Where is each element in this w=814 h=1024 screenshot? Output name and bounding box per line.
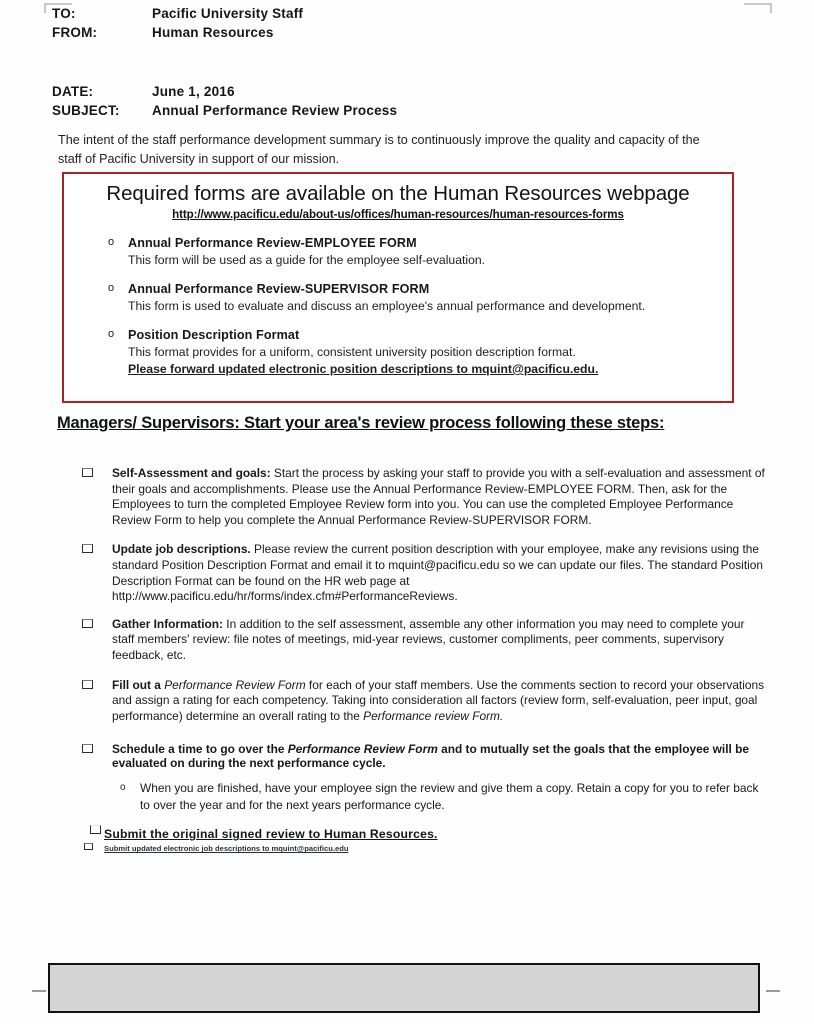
step-lead-label: Fill out a <box>112 677 161 692</box>
memo-value-date: June 1, 2016 <box>152 84 235 99</box>
step-italic-form-name: Performance Review Form <box>164 677 306 692</box>
step-text: and to mutually set the goals that the employee will be evaluated on during the next performance cycle. <box>112 742 749 771</box>
step-italic-form-name-2: Performance review Form. <box>363 708 504 723</box>
memo-row-to <box>52 4 692 23</box>
substep-text: When you are finished, have your employee sign the review and give them a copy. Retain a copy for you to refer back to over the year and for the next years performance cycle. <box>140 781 759 812</box>
step-update-job-descriptions <box>78 542 768 604</box>
step-text: Please review the current position description with your employee, make any revisions using the standard Position Description Format and email it to mquint@pacificu.edu so we can update our files. The standard Position Description Format can be found on the HR web page at <box>112 542 763 588</box>
step-italic-form-name: Performance Review Form <box>287 742 438 757</box>
intro-paragraph: The intent of the staff performance development summary is to continuously improve the quality and capacity of the staff of Pacific University in support of our mission. <box>58 133 700 166</box>
step-gather-information <box>78 617 768 664</box>
submit-electronic-job-descriptions-text: Submit updated electronic job descriptions to mquint@pacificu.edu <box>104 844 349 854</box>
step-text: In addition to the self assessment, assemble any other information you may need to complete your staff members' review: file notes of meetings, mid-year reviews, customer compliments, peer comments, supervisory feedback, etc. <box>112 616 745 662</box>
required-forms-title: Required forms are available on the Human Resources webpage <box>106 182 690 205</box>
steps-list <box>78 466 768 855</box>
step-submit-review <box>78 827 768 855</box>
step-text: for each of your staff members. Use the comments section to record your observations and assign a rating for each competency. Taking into consideration all factors (review form, self-evaluation, peer input, goal performance) determine an overall rating to the <box>112 677 765 723</box>
memo-value-to: Pacific University Staff <box>152 6 304 21</box>
step-lead-label: Schedule a time to go over the <box>112 742 285 757</box>
memo-label-to: TO: <box>52 6 76 21</box>
step-lead-label: Gather Information: <box>112 616 223 631</box>
list-item <box>64 281 732 315</box>
checkbox-icon[interactable] <box>82 619 93 628</box>
step-fill-out-review-form <box>78 678 768 725</box>
form-item-title: Position Description Format <box>128 328 300 342</box>
step-text: Start the process by asking your staff to provide you with a self-evaluation and assessment of their goals and accomplishments. Please use the Annual Performance Review-EMPLOYEE FORM. Then, ask for the Employees to turn the completed Employee Review form into you. You can use the completed Employee Performance Review Form to help you complete the Annual Performance Review-SUPERVISOR FORM. <box>112 466 765 527</box>
memo-row-date <box>52 82 692 101</box>
position-description-email-instruction[interactable]: Please forward updated electronic position descriptions to mquint@pacificu.edu. <box>128 362 599 376</box>
circle-bullet-icon: o <box>108 282 115 294</box>
hr-forms-performance-reviews-url[interactable]: http://www.pacificu.edu/hr/forms/index.cfm#PerformanceReviews. <box>112 589 458 604</box>
page-edge-tick-right <box>766 990 780 992</box>
step-body <box>112 678 768 725</box>
step-lead-label: Update job descriptions. <box>112 542 251 557</box>
checkbox-icon[interactable] <box>90 825 101 834</box>
page-edge-tick-left <box>32 990 46 992</box>
step-schedule-meeting <box>78 742 768 770</box>
memo-label-date: DATE: <box>52 84 94 99</box>
list-item <box>64 327 732 378</box>
form-item-description: This form will be used as a guide for the employee self-evaluation. <box>128 253 486 267</box>
memo-header <box>52 4 692 120</box>
memo-value-from: Human Resources <box>152 25 274 40</box>
hr-forms-url-link[interactable]: http://www.pacificu.edu/about-us/offices/human-resources/human-resources-forms <box>172 208 624 221</box>
required-forms-list <box>64 235 732 378</box>
memo-value-subject: Annual Performance Review Process <box>152 103 398 118</box>
checkbox-icon[interactable] <box>82 744 93 753</box>
memo-label-subject: SUBJECT: <box>52 103 120 118</box>
form-item-description: This format provides for a uniform, consistent university position description format. <box>128 345 576 359</box>
circle-bullet-icon: o <box>108 328 115 340</box>
form-item-title: Annual Performance Review-EMPLOYEE FORM <box>128 236 417 250</box>
step-body <box>112 742 768 770</box>
form-item-title: Annual Performance Review-SUPERVISOR FORM <box>128 282 430 296</box>
memo-spacer <box>52 42 692 82</box>
checkbox-icon[interactable] <box>82 544 93 553</box>
bottom-gray-box <box>48 963 760 1013</box>
step-body <box>112 542 768 604</box>
form-item-description: This form is used to evaluate and discuss an employee's annual performance and development. <box>128 299 646 313</box>
list-item <box>118 780 768 813</box>
substeps-list <box>78 780 768 813</box>
checkbox-icon[interactable] <box>84 843 93 850</box>
checkbox-icon[interactable] <box>82 468 93 477</box>
memo-row-from <box>52 23 692 42</box>
step-self-assessment <box>78 466 768 528</box>
managers-supervisors-heading: Managers/ Supervisors: Start your area's review process following these steps: <box>57 414 665 432</box>
submit-original-review-text: Submit the original signed review to Human Resources. <box>104 827 438 842</box>
list-item <box>64 235 732 269</box>
required-forms-callout-box <box>62 172 734 403</box>
step-body <box>112 466 768 528</box>
step-body <box>112 617 768 664</box>
circle-bullet-icon: o <box>108 236 115 248</box>
step-lead-label: Self-Assessment and goals: <box>112 466 271 480</box>
circle-bullet-icon: o <box>120 782 126 794</box>
memo-row-subject <box>52 101 692 120</box>
page-corner-mark-top-right <box>744 3 772 13</box>
memo-label-from: FROM: <box>52 25 98 40</box>
checkbox-icon[interactable] <box>82 680 93 689</box>
